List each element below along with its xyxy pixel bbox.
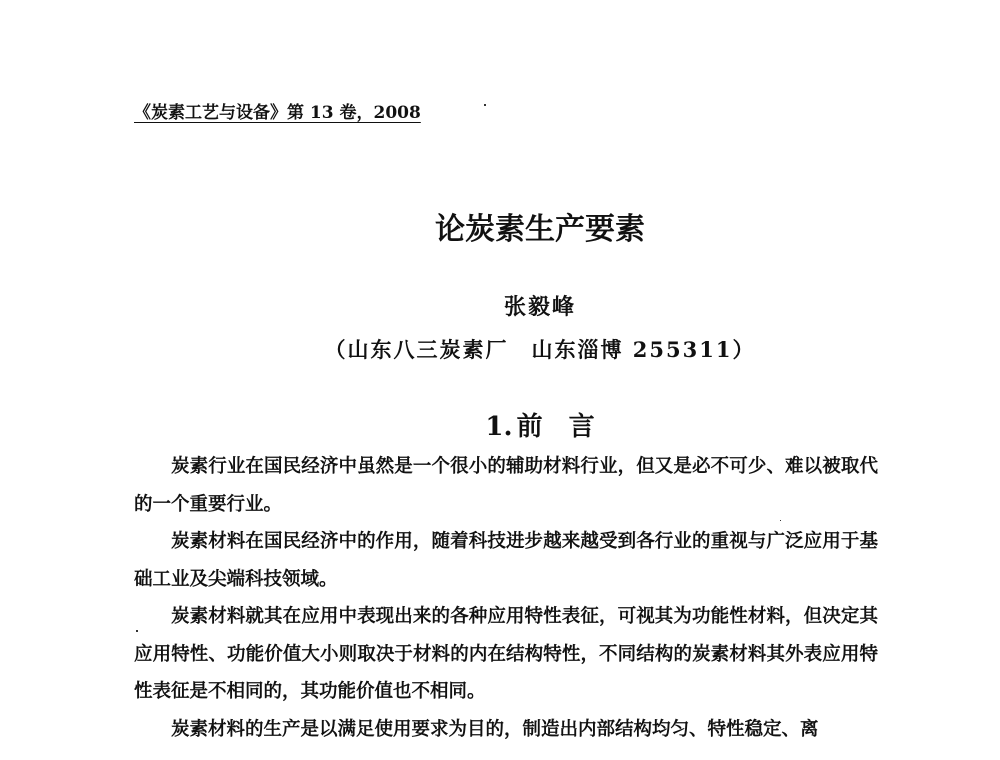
journal-citation: 《炭素工艺与设备》第 13 卷，2008 <box>134 103 421 123</box>
article-title: 论炭素生产要素 <box>435 212 645 247</box>
author-name: 张毅峰 <box>503 294 576 320</box>
body-text <box>134 448 878 748</box>
paragraph: 炭素行业在国民经济中虽然是一个很小的辅助材料行业，但又是必不可少、难以被取代的一个重要行业。 <box>134 456 878 515</box>
section-heading-part2: 言 <box>568 412 595 442</box>
paragraph: 炭素材料在国民经济中的作用，随着科技进步越来越受到各行业的重视与广泛应用于基础工业及尖端科技领域。 <box>134 531 878 590</box>
paragraph: 炭素材料就其在应用中表现出来的各种应用特性表征，可视其为功能性材料，但决定其应用特性、功能价值大小则取决于材料的内在结构特性，不同结构的炭素材料其外表应用特性表征是不相同的，其功能价值也不相同。 <box>134 606 878 702</box>
section-heading-part1: 前 <box>516 412 543 442</box>
scan-speck <box>484 104 486 106</box>
author-affiliation: （山东八三炭素厂 山东淄博 255311） <box>324 337 756 362</box>
scan-speck <box>780 520 781 521</box>
paragraph: 炭素材料的生产是以满足使用要求为目的，制造出内部结构均匀、特性稳定、离 <box>171 718 819 740</box>
section-number: 1. <box>485 412 513 442</box>
section-heading <box>0 406 1000 443</box>
scan-speck <box>136 630 138 632</box>
